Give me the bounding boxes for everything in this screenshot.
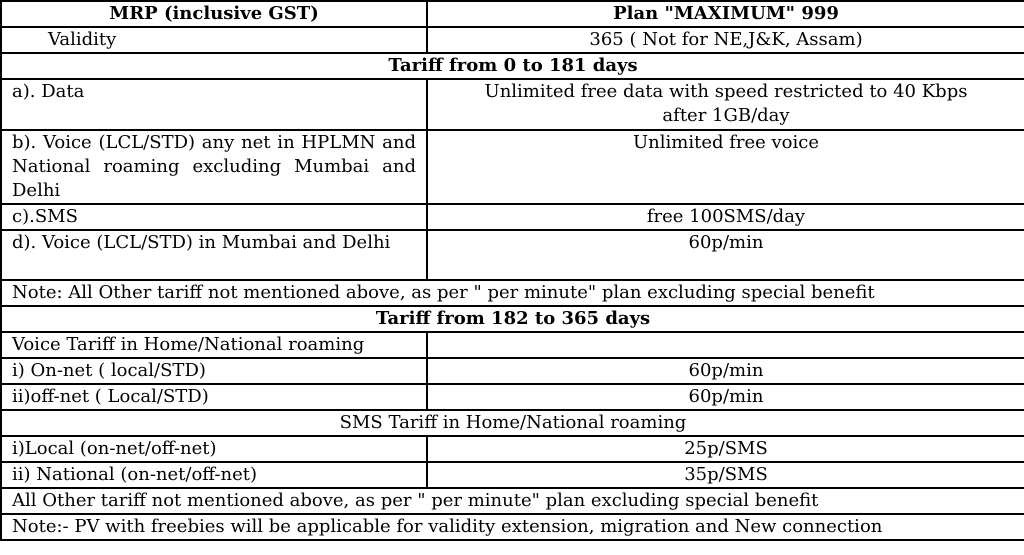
header-mrp: MRP (inclusive GST) <box>1 1 427 27</box>
section2-title-row <box>1 306 1024 332</box>
section1-note-row <box>1 280 1024 306</box>
sms-heading: SMS Tariff in Home/National roaming <box>1 410 1024 436</box>
data-row <box>1 79 1024 130</box>
offnet-row <box>1 384 1024 410</box>
voice-heading-row <box>1 332 1024 358</box>
section2-note: All Other tariff not mentioned above, as per " per minute" plan excluding special benefit <box>1 488 1024 514</box>
header-row <box>1 1 1024 27</box>
footer-note: Note:- PV with freebies will be applicable for validity extension, migration and New connection <box>1 514 1024 540</box>
sms-row <box>1 204 1024 230</box>
section1-title-row <box>1 53 1024 79</box>
header-plan: Plan "MAXIMUM" 999 <box>427 1 1024 27</box>
offnet-label: ii)off-net ( Local/STD) <box>1 384 427 410</box>
voice-value: Unlimited free voice <box>427 130 1024 204</box>
onnet-row <box>1 358 1024 384</box>
voice-mumbai-delhi-value: 60p/min <box>427 230 1024 280</box>
voice-heading: Voice Tariff in Home/National roaming <box>1 332 427 358</box>
voice-row <box>1 130 1024 204</box>
validity-row <box>1 27 1024 53</box>
validity-value: 365 ( Not for NE,J&K, Assam) <box>427 27 1024 53</box>
voice-mumbai-delhi-row <box>1 230 1024 280</box>
data-value-line1: Unlimited free data with speed restricted to 40 Kbps <box>484 81 968 102</box>
section2-note-row <box>1 488 1024 514</box>
sms-local-row <box>1 436 1024 462</box>
section2-title: Tariff from 182 to 365 days <box>1 306 1024 332</box>
validity-label: Validity <box>1 27 427 53</box>
sms-heading-row <box>1 410 1024 436</box>
voice-heading-empty <box>427 332 1024 358</box>
sms-value: free 100SMS/day <box>427 204 1024 230</box>
sms-label: c).SMS <box>1 204 427 230</box>
section1-note: Note: All Other tariff not mentioned above, as per " per minute" plan excluding special benefit <box>1 280 1024 306</box>
voice-label: b). Voice (LCL/STD) any net in HPLMN and National roaming excluding Mumbai and Delhi <box>1 130 427 204</box>
sms-national-value: 35p/SMS <box>427 462 1024 488</box>
section1-title: Tariff from 0 to 181 days <box>1 53 1024 79</box>
sms-national-row <box>1 462 1024 488</box>
onnet-value: 60p/min <box>427 358 1024 384</box>
data-label: a). Data <box>1 79 427 130</box>
voice-mumbai-delhi-label: d). Voice (LCL/STD) in Mumbai and Delhi <box>1 230 427 280</box>
sms-local-value: 25p/SMS <box>427 436 1024 462</box>
data-value <box>427 79 1024 130</box>
offnet-value: 60p/min <box>427 384 1024 410</box>
data-value-line2: after 1GB/day <box>662 105 790 126</box>
footer-note-row <box>1 514 1024 540</box>
sms-local-label: i)Local (on-net/off-net) <box>1 436 427 462</box>
onnet-label: i) On-net ( local/STD) <box>1 358 427 384</box>
sms-national-label: ii) National (on-net/off-net) <box>1 462 427 488</box>
